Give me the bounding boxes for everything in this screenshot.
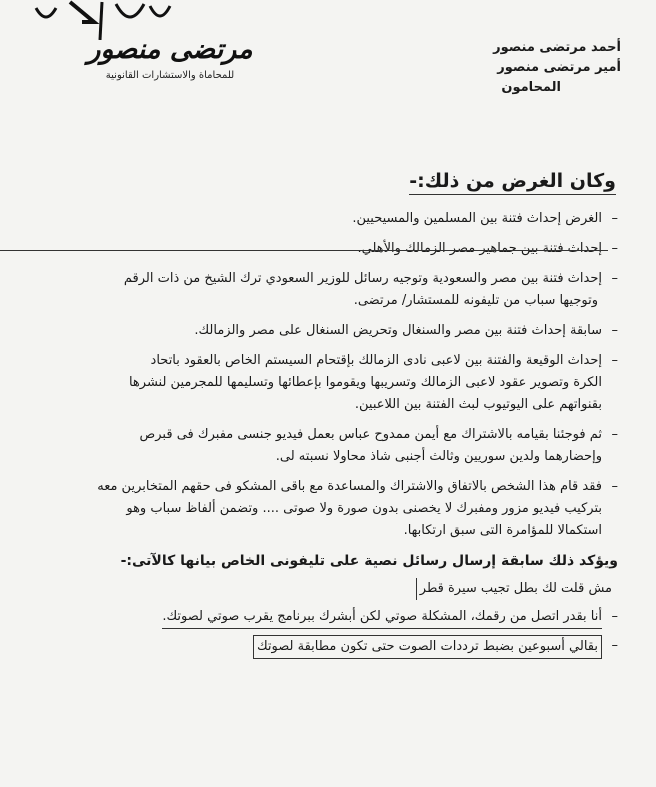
message-text: مش قلت لك بطل تجيب سيرة قطر (416, 578, 612, 600)
lawyers-block (421, 38, 621, 98)
item-line: – ثم فوجئنا بقيامه بالاشتراك مع أيمن ممدوح عباس بعمل فيديو جنسى مفبرك فى قبرص (139, 427, 602, 442)
item-line: وتوجيها سباب من تليفونه للمستشار/ مرتضى. (353, 293, 598, 308)
item-line: وإحضارهما ولدين سوريين وثالث أجنبى شاذ محاولا نسبته لى. (275, 449, 602, 464)
list-item (18, 424, 618, 468)
item-line: بقنواتهم على اليوتيوب لبث الفتنة بين اللاعبين. (354, 397, 602, 412)
item-line: الكرة وتصوير عقود لاعبى الزمالك وتسريبها ويقوموا بإعطائها وتسليمها للمجرمين لنشرها (128, 375, 602, 390)
messages-heading: ويؤكد ذلك سابقة إرسال رسائل نصية على تليفونى الخاص بيانها كالآتى:- (120, 553, 618, 569)
message-text: أنا بقدر اتصل من رقمك، المشكلة صوتي لكن أبشرك ببرنامج يقرب صوتي لصوتك. (162, 606, 602, 629)
lawyer-name-2: أمير مرتضى منصور (497, 60, 621, 75)
firm-logo (10, 0, 270, 90)
message-text: بقالي أسبوعين بضبط ترددات الصوت حتى تكون مطابقة لصوتك (253, 635, 602, 659)
item-line: – الغرض إحداث فتنة بين المسلمين والمسيحيين. (352, 211, 602, 226)
message-item (18, 578, 618, 600)
item-line: – سابقة إحداث فتنة بين مصر والسنغال وتحريض السنغال على مصر والزمالك. (194, 323, 602, 338)
logo-name: مرتضى منصور (87, 34, 253, 65)
list-item (18, 476, 618, 542)
item-line: – إحداث الوقيعة والفتنة بين لاعبى نادى الزمالك بإقتحام السيستم الخاص بالعقود باتحاد (150, 353, 602, 368)
list-item (18, 268, 618, 312)
document-body (18, 208, 618, 665)
lawyer-name-1: أحمد مرتضى منصور (493, 40, 621, 55)
list-item (18, 208, 618, 230)
item-line: – إحداث فتنة بين مصر والسعودية وتوجيه رسائل للوزير السعودي ترك الشيخ من ذات الرقم (123, 271, 602, 286)
lawyers-title: المحامون (501, 80, 561, 95)
list-item (18, 238, 618, 260)
item-line: – فقد قام هذا الشخص بالاتفاق والاشتراك والمساعدة مع باقى المشكو فى حقهم المتخابرين معه (97, 479, 602, 494)
item-line: بتركيب فيديو مزور ومفبرك لا يخصنى بدون صورة ولا صوتى .... وتضمن ألفاظ سباب وهو (126, 501, 602, 516)
list-item (18, 320, 618, 342)
list-item (18, 350, 618, 416)
logo-tagline: للمحاماة والاستشارات القانونية (105, 70, 235, 81)
section-heading: وكان الغرض من ذلك:- (409, 170, 616, 195)
item-line: – إحداث فتنة بين جماهير مصر الزمالك والأهلي. (357, 241, 602, 256)
divider (0, 250, 608, 251)
message-item (18, 606, 618, 629)
message-item (18, 635, 618, 659)
item-line: استكمالا للمؤامرة التى سبق ارتكابها. (403, 523, 602, 538)
